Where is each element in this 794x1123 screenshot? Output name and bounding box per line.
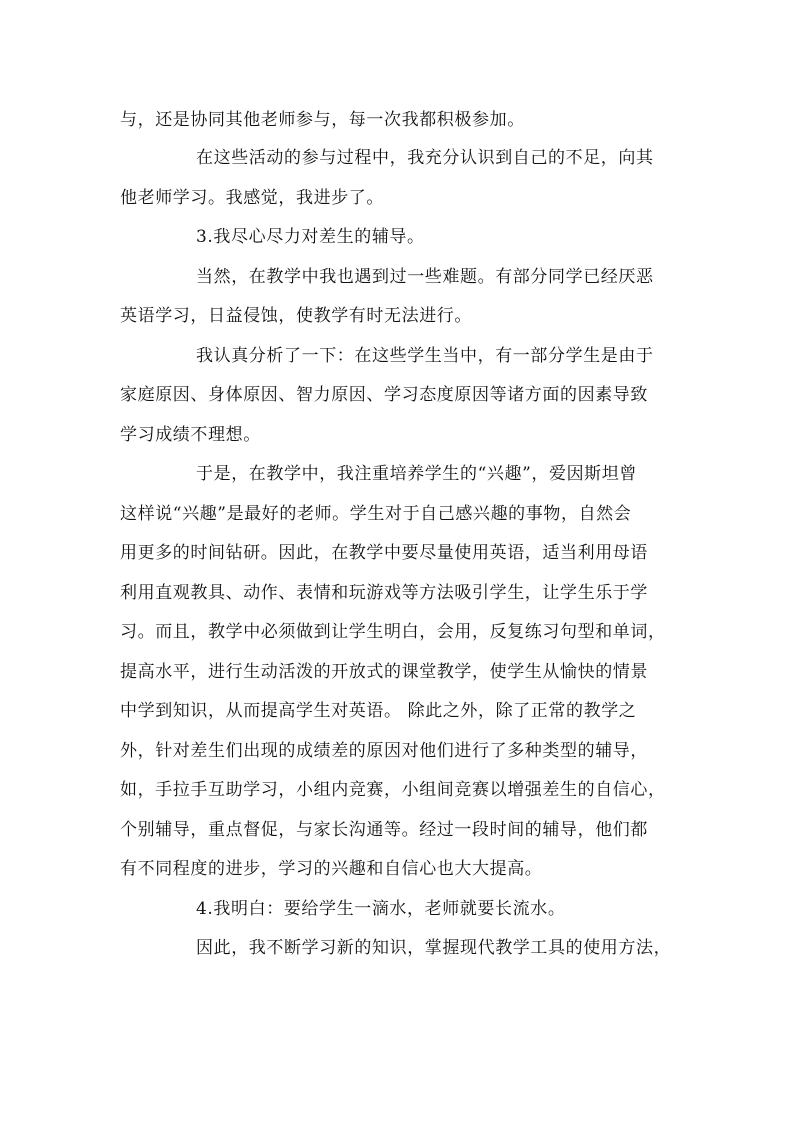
- text-line-9: 学习成绩不理想。: [120, 425, 261, 445]
- text-line-14: 习。而且，教学中必须做到让学生明白，会用，反复练习句型和单词，: [120, 622, 666, 642]
- text-line-3: 他老师学习。我感觉，我进步了。: [120, 188, 384, 208]
- text-line-1: 与，还是协同其他老师参与，每一次我都积极参加。: [120, 110, 525, 130]
- section-heading-3: 3.我尽心尽力对差生的辅导。: [196, 227, 425, 247]
- text-line-7: 我认真分析了一下：在这些学生当中，有一部分学生是由于: [196, 346, 654, 366]
- text-line-13: 利用直观教具、动作、表情和玩游戏等方法吸引学生，让学生乐于学: [120, 583, 648, 603]
- text-line-20: 有不同程度的进步，学习的兴趣和自信心也大大提高。: [120, 859, 543, 879]
- section-heading-4: 4.我明白：要给学生一滴水，老师就要长流水。: [196, 899, 566, 919]
- text-line-12: 用更多的时间钻研。因此，在教学中要尽量使用英语，适当利用母语: [120, 543, 648, 563]
- text-line-18: 如，手拉手互助学习，小组内竞赛，小组间竞赛以增强差生的自信心，: [120, 780, 666, 800]
- text-line-22: 因此，我不断学习新的知识，掌握现代教学工具的使用方法，: [196, 938, 672, 958]
- text-line-11: 这样说“兴趣”是最好的老师。学生对于自己感兴趣的事物，自然会: [120, 504, 632, 524]
- text-line-2: 在这些活动的参与过程中，我充分认识到自己的不足，向其: [196, 148, 654, 168]
- text-line-16: 中学到知识，从而提高学生对英语。 除此之外，除了正常的教学之: [120, 701, 637, 721]
- text-line-15: 提高水平，进行生动活泼的开放式的课堂教学，使学生从愉快的情景: [120, 662, 648, 682]
- text-line-10: 于是，在教学中，我注重培养学生的“兴趣”，爱因斯坦曾: [196, 464, 637, 484]
- text-line-8: 家庭原因、身体原因、智力原因、学习态度原因等诸方面的因素导致: [120, 385, 648, 405]
- text-line-17: 外，针对差生们出现的成绩差的原因对他们进行了多种类型的辅导，: [120, 741, 648, 761]
- text-line-19: 个别辅导，重点督促，与家长沟通等。经过一段时间的辅导，他们都: [120, 820, 648, 840]
- text-line-6: 英语学习，日益侵蚀，使教学有时无法进行。: [120, 306, 472, 326]
- text-line-5: 当然，在教学中我也遇到过一些难题。有部分同学已经厌恶: [196, 267, 654, 287]
